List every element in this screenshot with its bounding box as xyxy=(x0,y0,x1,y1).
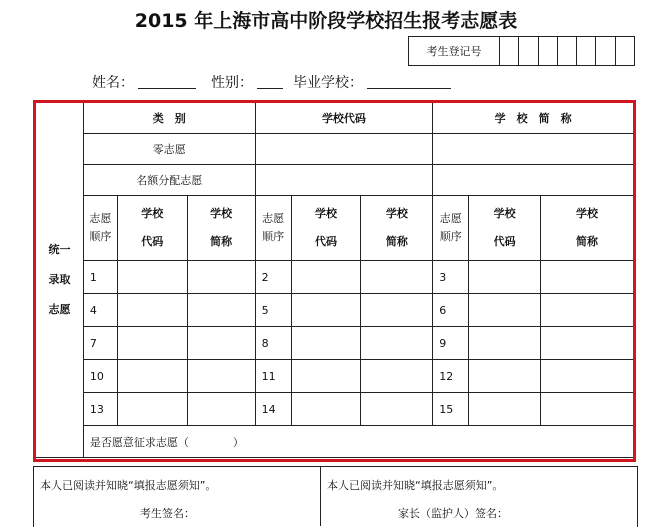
registration-label: 考生登记号 xyxy=(409,37,500,65)
choice-number: 1 xyxy=(83,261,117,294)
choice-number: 10 xyxy=(83,360,117,393)
choice-number: 5 xyxy=(255,294,291,327)
choice-number: 7 xyxy=(83,327,117,360)
registration-number-box xyxy=(408,36,635,66)
solicit-choice-field[interactable]: 是否愿意征求志愿（ ） xyxy=(83,426,633,458)
registration-digit-cell[interactable] xyxy=(519,37,538,65)
choice-number: 4 xyxy=(83,294,117,327)
school-code-header: 学校代码 xyxy=(255,103,433,134)
registration-digit-cell[interactable] xyxy=(577,37,596,65)
registration-digit-cell[interactable] xyxy=(616,37,634,65)
unified-admission-label: 统一 录取 志愿 xyxy=(36,103,84,458)
quota-choice-label: 名额分配志愿 xyxy=(83,165,255,196)
choice-number: 3 xyxy=(433,261,469,294)
student-signature-label: 考生签名： xyxy=(140,507,195,520)
choice-number: 2 xyxy=(255,261,291,294)
registration-digit-cell[interactable] xyxy=(596,37,615,65)
registration-digit-cell[interactable] xyxy=(558,37,577,65)
parent-declaration-text: 本人已阅读并知晓“填报志愿须知”。 xyxy=(327,479,504,492)
school-field[interactable] xyxy=(367,76,451,89)
category-header: 类 别 xyxy=(83,103,255,134)
gender-label: 性别： xyxy=(211,75,253,91)
code-header: 学校 代码 xyxy=(117,196,187,261)
choice-number: 11 xyxy=(255,360,291,393)
name-field-row xyxy=(92,72,196,92)
declaration-divider xyxy=(320,466,321,526)
choice-number: 12 xyxy=(433,360,469,393)
order-header: 志愿 顺序 xyxy=(433,196,469,261)
code-header: 学校 代码 xyxy=(469,196,541,261)
choice-number: 13 xyxy=(83,393,117,426)
declaration-section xyxy=(33,466,638,527)
gender-field[interactable] xyxy=(257,76,283,89)
choice-number: 6 xyxy=(433,294,469,327)
student-declaration-text: 本人已阅读并知晓“填报志愿须知”。 xyxy=(40,479,217,492)
gender-field-row xyxy=(211,72,283,92)
registration-digit-cell[interactable] xyxy=(500,37,519,65)
zero-choice-label: 零志愿 xyxy=(83,134,255,165)
name-header: 学校 简称 xyxy=(187,196,255,261)
name-label: 姓名： xyxy=(92,75,134,91)
name-field[interactable] xyxy=(138,76,196,89)
choice-number: 9 xyxy=(433,327,469,360)
choice-number: 15 xyxy=(433,393,469,426)
highlight-frame xyxy=(33,100,636,462)
choice-number: 8 xyxy=(255,327,291,360)
name-header: 学校 简称 xyxy=(541,196,634,261)
school-field-row xyxy=(293,72,451,92)
parent-signature-label: 家长（监护人）签名： xyxy=(398,507,508,520)
school-name-header: 学 校 简 称 xyxy=(433,103,634,134)
name-header: 学校 简称 xyxy=(361,196,433,261)
choice-number: 14 xyxy=(255,393,291,426)
code-header: 学校 代码 xyxy=(291,196,361,261)
school-label: 毕业学校： xyxy=(293,75,363,91)
page-title: 2015 年上海市高中阶段学校招生报考志愿表 xyxy=(134,10,518,32)
registration-digit-cell[interactable] xyxy=(539,37,558,65)
order-header: 志愿 顺序 xyxy=(255,196,291,261)
order-header: 志愿 顺序 xyxy=(83,196,117,261)
